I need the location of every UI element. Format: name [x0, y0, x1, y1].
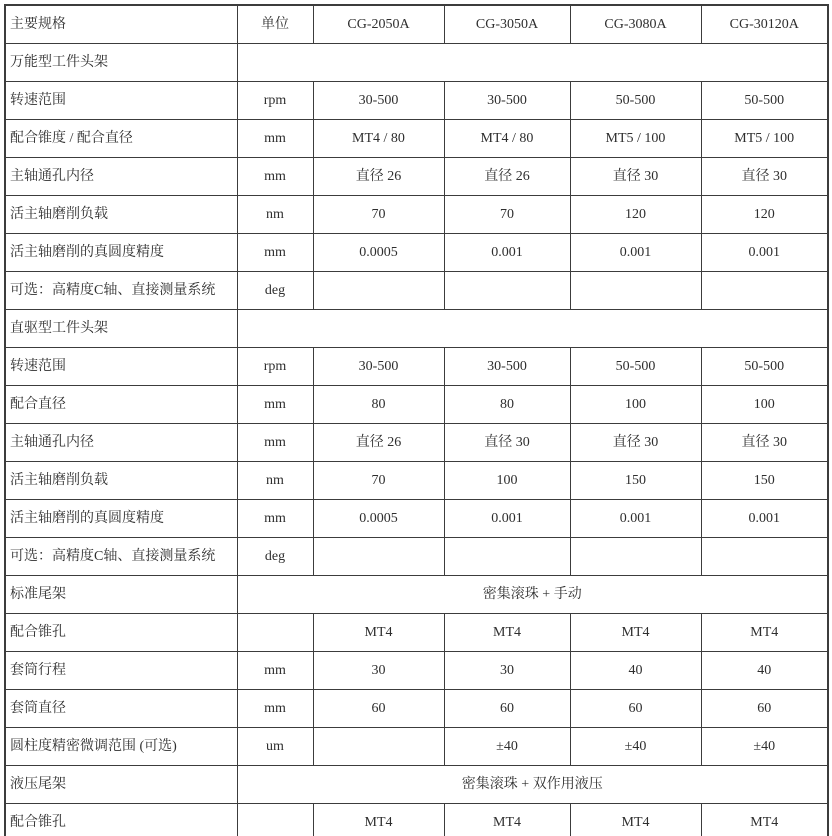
value-cell: 100 — [444, 462, 570, 500]
value-cell: 50-500 — [570, 82, 701, 120]
model-header-cell: CG-3080A — [570, 5, 701, 44]
value-cell — [444, 272, 570, 310]
spec-label-cell: 套筒行程 — [5, 652, 237, 690]
model-header-cell: CG-3050A — [444, 5, 570, 44]
spec-label-cell: 配合锥孔 — [5, 804, 237, 836]
spec-row — [5, 272, 828, 310]
spec-label-cell: 转速范围 — [5, 82, 237, 120]
value-cell — [313, 272, 444, 310]
value-cell: 150 — [701, 462, 828, 500]
value-cell: MT4 / 80 — [444, 120, 570, 158]
section-row — [5, 576, 828, 614]
value-cell: 直径 30 — [444, 424, 570, 462]
value-cell: ±40 — [701, 728, 828, 766]
value-cell: MT5 / 100 — [701, 120, 828, 158]
spec-row — [5, 348, 828, 386]
spec-label-cell: 活主轴磨削的真圆度精度 — [5, 234, 237, 272]
value-cell: MT4 — [313, 614, 444, 652]
spec-label-cell: 可选：高精度C轴、直接测量系统 — [5, 272, 237, 310]
value-cell: 30 — [444, 652, 570, 690]
unit-cell: rpm — [237, 82, 313, 120]
spec-row — [5, 120, 828, 158]
value-cell: 直径 30 — [570, 158, 701, 196]
value-cell: MT5 / 100 — [570, 120, 701, 158]
value-cell: 直径 26 — [313, 424, 444, 462]
value-cell: 0.001 — [701, 500, 828, 538]
value-cell: MT4 — [313, 804, 444, 836]
value-cell: 0.0005 — [313, 234, 444, 272]
spec-label-cell: 套筒直径 — [5, 690, 237, 728]
value-cell: 30-500 — [444, 82, 570, 120]
value-cell: 直径 30 — [701, 158, 828, 196]
spec-row — [5, 386, 828, 424]
header-row — [5, 5, 828, 44]
value-cell: 60 — [701, 690, 828, 728]
value-cell: 0.001 — [701, 234, 828, 272]
model-header-cell: CG-30120A — [701, 5, 828, 44]
value-cell — [570, 272, 701, 310]
unit-cell: nm — [237, 196, 313, 234]
value-cell: MT4 — [570, 614, 701, 652]
model-header-cell: CG-2050A — [313, 5, 444, 44]
spec-table-body — [5, 5, 828, 836]
value-cell: 0.001 — [444, 500, 570, 538]
value-cell: 70 — [313, 196, 444, 234]
spec-label-cell: 配合锥孔 — [5, 614, 237, 652]
section-row — [5, 766, 828, 804]
value-cell: 直径 30 — [570, 424, 701, 462]
value-cell: 直径 26 — [444, 158, 570, 196]
spec-label-cell: 圆柱度精密微调范围 (可选) — [5, 728, 237, 766]
spec-label-cell: 配合锥度 / 配合直径 — [5, 120, 237, 158]
section-span-cell — [237, 44, 828, 82]
spec-row — [5, 462, 828, 500]
value-cell: 120 — [570, 196, 701, 234]
value-cell: 0.001 — [570, 234, 701, 272]
value-cell: 80 — [444, 386, 570, 424]
value-cell: 0.001 — [444, 234, 570, 272]
unit-cell — [237, 804, 313, 836]
value-cell: 120 — [701, 196, 828, 234]
unit-cell: mm — [237, 234, 313, 272]
value-cell — [570, 538, 701, 576]
unit-cell: mm — [237, 652, 313, 690]
spec-row — [5, 424, 828, 462]
spec-label-cell: 活主轴磨削负载 — [5, 462, 237, 500]
spec-label-cell: 活主轴磨削负载 — [5, 196, 237, 234]
spec-row — [5, 652, 828, 690]
unit-cell: mm — [237, 424, 313, 462]
spec-row — [5, 158, 828, 196]
spec-label-cell: 可选：高精度C轴、直接测量系统 — [5, 538, 237, 576]
value-cell: MT4 / 80 — [313, 120, 444, 158]
value-cell: 30-500 — [313, 82, 444, 120]
value-cell: 50-500 — [570, 348, 701, 386]
value-cell: MT4 — [444, 804, 570, 836]
spec-row — [5, 690, 828, 728]
value-cell: 150 — [570, 462, 701, 500]
value-cell — [701, 538, 828, 576]
spec-row — [5, 500, 828, 538]
value-cell: 70 — [313, 462, 444, 500]
value-cell: 60 — [313, 690, 444, 728]
spec-row — [5, 82, 828, 120]
spec-row — [5, 196, 828, 234]
value-cell: MT4 — [570, 804, 701, 836]
spec-table — [4, 4, 829, 836]
value-cell: 60 — [444, 690, 570, 728]
value-cell: 直径 26 — [313, 158, 444, 196]
spec-label-cell: 转速范围 — [5, 348, 237, 386]
value-cell: 100 — [701, 386, 828, 424]
spec-row — [5, 728, 828, 766]
unit-cell: nm — [237, 462, 313, 500]
value-cell: 50-500 — [701, 348, 828, 386]
unit-cell: mm — [237, 386, 313, 424]
section-label-cell: 标准尾架 — [5, 576, 237, 614]
spec-label-cell: 配合直径 — [5, 386, 237, 424]
section-span-cell — [237, 310, 828, 348]
spec-title-cell: 主要规格 — [5, 5, 237, 44]
value-cell: MT4 — [701, 614, 828, 652]
value-cell: 30-500 — [313, 348, 444, 386]
section-row — [5, 310, 828, 348]
section-label-cell: 万能型工件头架 — [5, 44, 237, 82]
spec-row — [5, 234, 828, 272]
value-cell: 30-500 — [444, 348, 570, 386]
value-cell: 40 — [701, 652, 828, 690]
value-cell: 0.001 — [570, 500, 701, 538]
section-row — [5, 44, 828, 82]
unit-cell: mm — [237, 690, 313, 728]
value-cell: 40 — [570, 652, 701, 690]
unit-cell: mm — [237, 158, 313, 196]
spec-label-cell: 活主轴磨削的真圆度精度 — [5, 500, 237, 538]
section-span-cell: 密集滚珠 + 手动 — [237, 576, 828, 614]
spec-label-cell: 主轴通孔内径 — [5, 158, 237, 196]
value-cell: ±40 — [444, 728, 570, 766]
value-cell — [313, 728, 444, 766]
spec-row — [5, 538, 828, 576]
unit-header-cell: 单位 — [237, 5, 313, 44]
unit-cell: um — [237, 728, 313, 766]
unit-cell — [237, 614, 313, 652]
value-cell — [701, 272, 828, 310]
value-cell: 100 — [570, 386, 701, 424]
section-label-cell: 液压尾架 — [5, 766, 237, 804]
section-label-cell: 直驱型工件头架 — [5, 310, 237, 348]
value-cell: ±40 — [570, 728, 701, 766]
value-cell: MT4 — [701, 804, 828, 836]
unit-cell: deg — [237, 272, 313, 310]
value-cell: MT4 — [444, 614, 570, 652]
value-cell — [444, 538, 570, 576]
value-cell: 50-500 — [701, 82, 828, 120]
value-cell: 80 — [313, 386, 444, 424]
unit-cell: rpm — [237, 348, 313, 386]
section-span-cell: 密集滚珠 + 双作用液压 — [237, 766, 828, 804]
value-cell: 60 — [570, 690, 701, 728]
unit-cell: mm — [237, 120, 313, 158]
spec-row — [5, 614, 828, 652]
unit-cell: mm — [237, 500, 313, 538]
value-cell: 70 — [444, 196, 570, 234]
spec-label-cell: 主轴通孔内径 — [5, 424, 237, 462]
spec-row — [5, 804, 828, 836]
unit-cell: deg — [237, 538, 313, 576]
value-cell: 0.0005 — [313, 500, 444, 538]
value-cell: 直径 30 — [701, 424, 828, 462]
value-cell: 30 — [313, 652, 444, 690]
value-cell — [313, 538, 444, 576]
